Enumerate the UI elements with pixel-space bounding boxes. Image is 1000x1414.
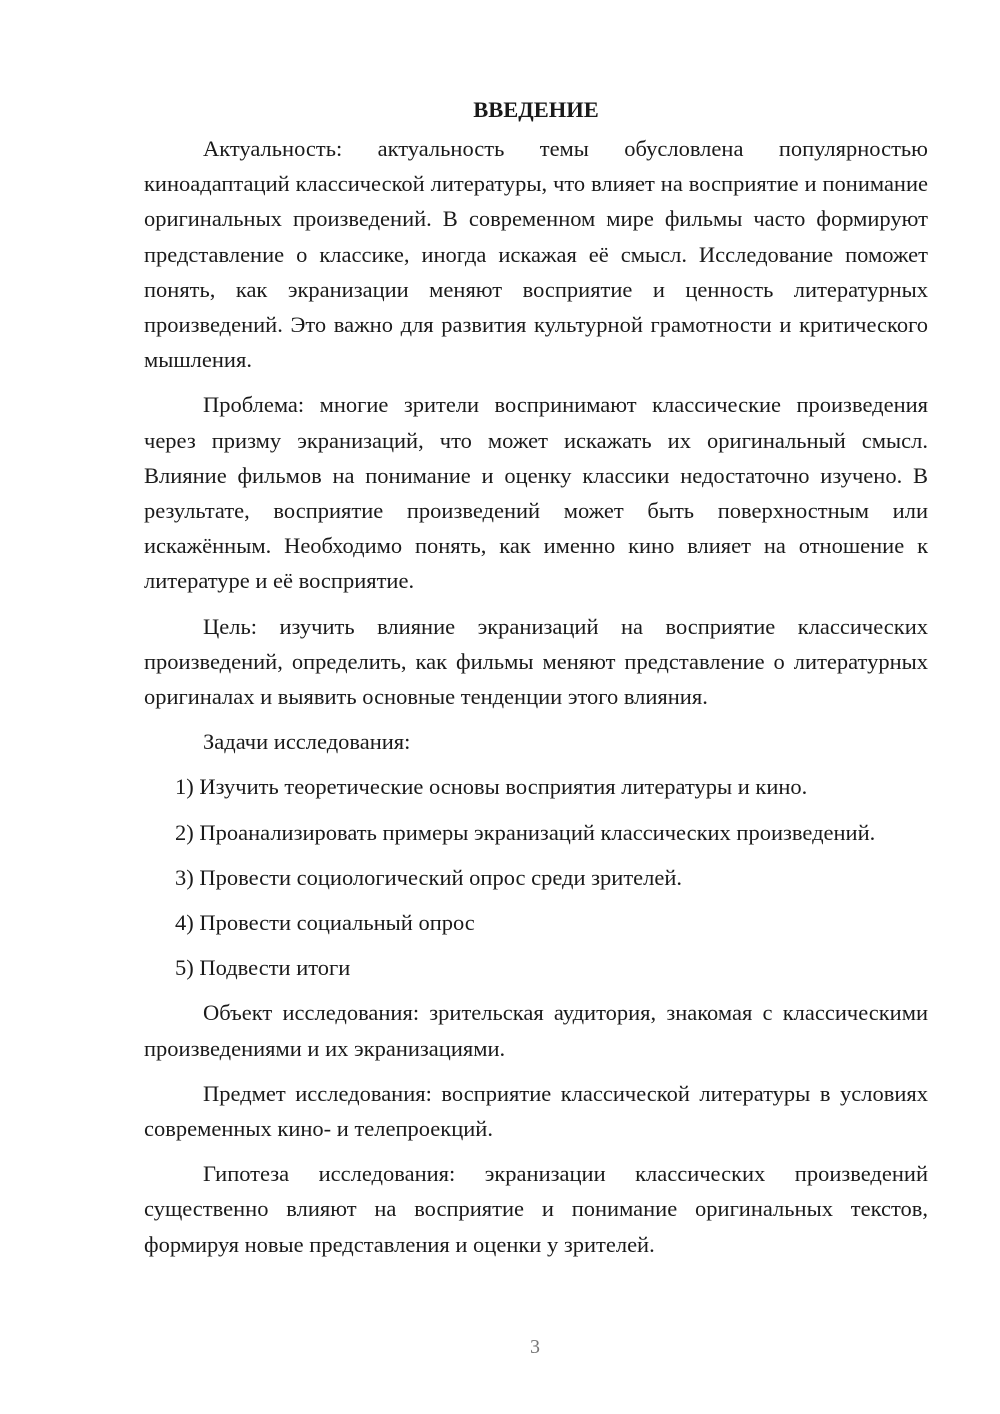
tasks-heading: Задачи исследования: — [203, 729, 411, 755]
page-number: 3 — [530, 1336, 540, 1358]
task-item-5: 5) Подвести итоги — [175, 955, 351, 981]
task-item-2: 2) Проанализировать примеры экранизаций классических произведений. — [175, 819, 876, 845]
task-item-1: 1) Изучить теоретические основы восприятия литературы и кино. — [175, 774, 808, 800]
document-page — [144, 92, 928, 1272]
paragraph-goal: Цель: изучить влияние экранизаций на восприятие классических произведений, определить, как фильмы меняют представление о литературных оригиналах и выявить основные тенденции этого влияния. — [144, 613, 928, 710]
paragraph-relevance: Актуальность: актуальность темы обусловлена популярностью киноадаптаций классической литературы, что влияет на восприятие и понимание оригинальных произведений. В современном мире фильмы часто формируют представление о классике, иногда искажая её смысл. Исследование поможет понять, как экранизации меняют восприятие и ценность литературных произведений. Это важно для развития культурной грамотности и критического мышления. — [144, 136, 928, 373]
paragraph-hypothesis: Гипотеза исследования: экранизации классических произведений существенно влияют на восприятие и понимание оригинальных текстов, формируя новые представления и оценки у зрителей. — [144, 1161, 928, 1257]
paragraph-subject: Предмет исследования: восприятие классической литературы в условиях современных кино- и телепроекций. — [144, 1080, 928, 1142]
paragraph-object: Объект исследования: зрительская аудитория, знакомая с классическими произведениями и их экранизациями. — [144, 1000, 928, 1061]
section-title: ВВЕДЕНИЕ — [473, 97, 599, 122]
task-item-4: 4) Провести социальный опрос — [175, 910, 475, 936]
paragraph-problem: Проблема: многие зрители воспринимают классические произведения через призму экранизаций, что может искажать их оригинальный смысл. Влияние фильмов на понимание и оценку классики недостаточно изучено. В результате, восприятие произведений может быть поверхностным или искажённым. Необходимо понять, как именно кино влияет на отношение к литературе и её восприятие. — [144, 392, 928, 594]
task-item-3: 3) Провести социологический опрос среди зрителей. — [175, 864, 683, 890]
